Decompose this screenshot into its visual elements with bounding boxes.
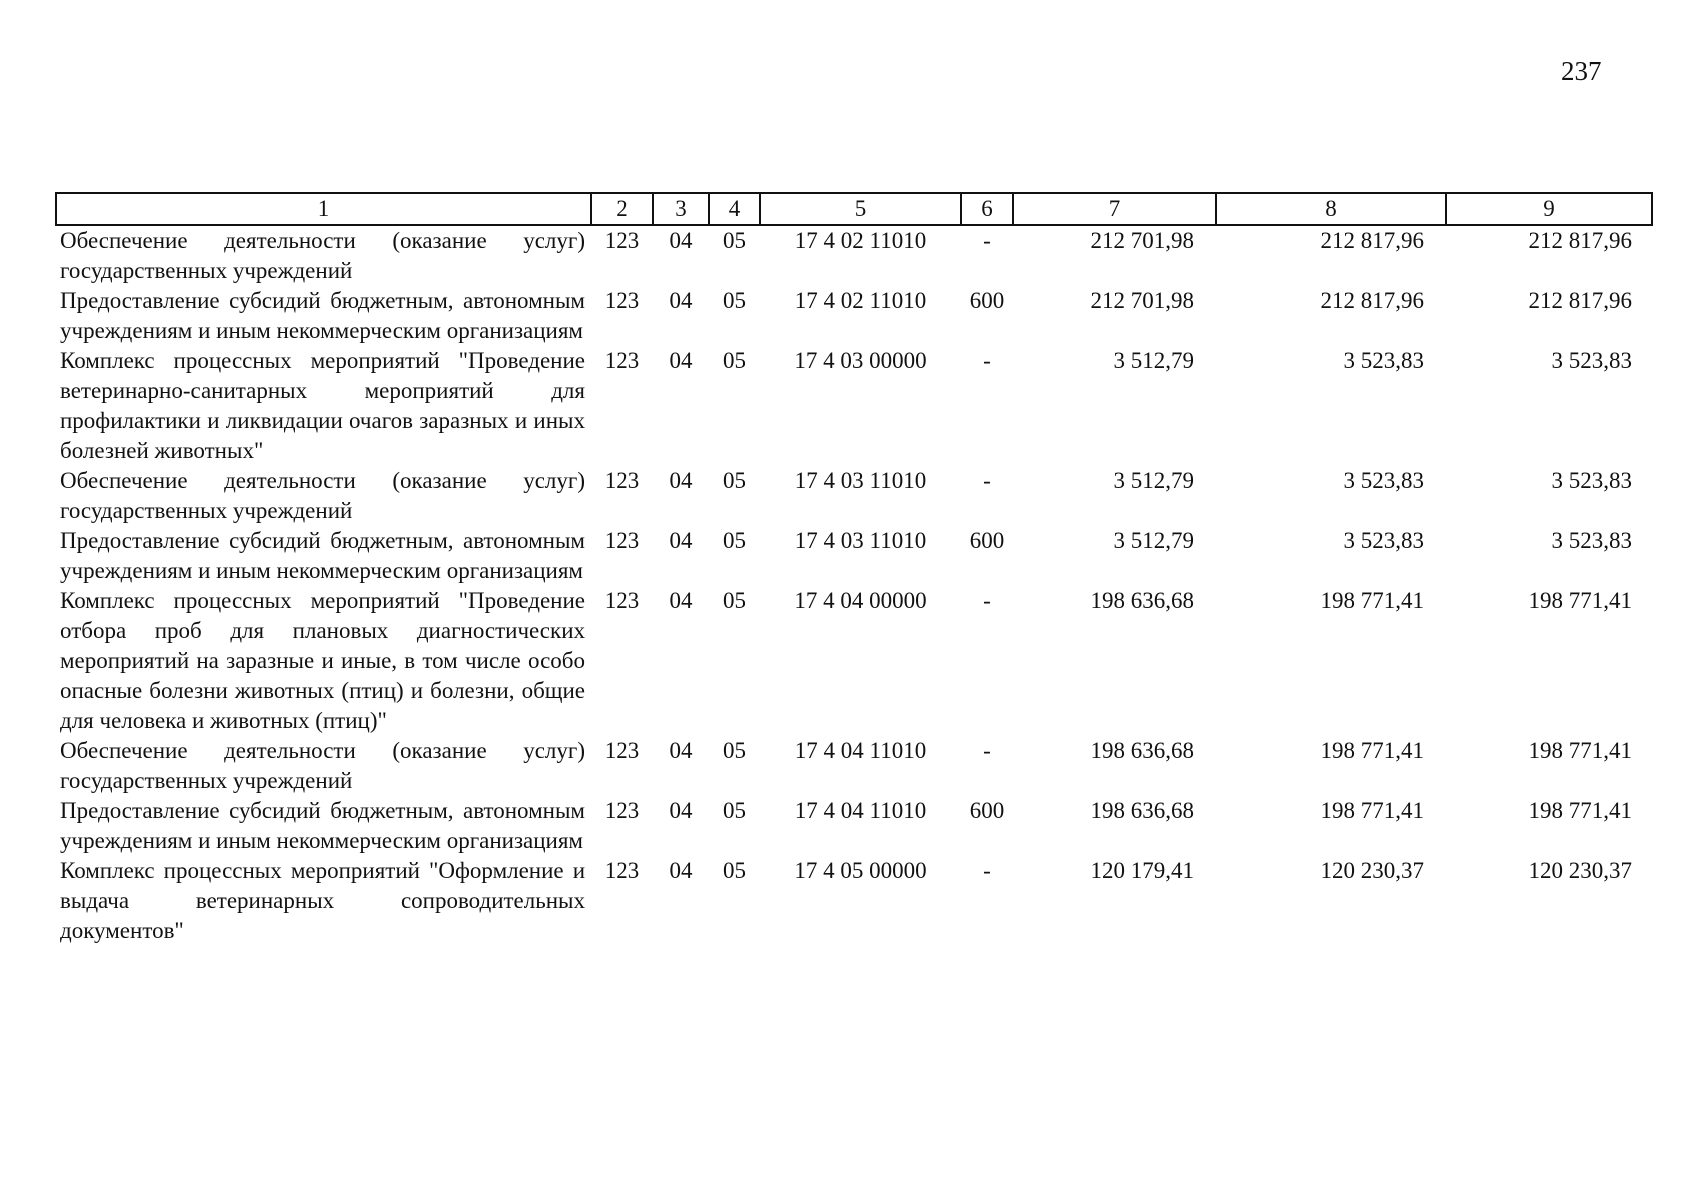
- row-code-3: 04: [669, 468, 693, 493]
- header-col-1: 1: [56, 193, 591, 225]
- row-amount-7: 198 636,68: [1090, 588, 1194, 613]
- row-code-3: 04: [669, 348, 693, 373]
- row-code-3: 04: [669, 588, 693, 613]
- row-code-5: 17 4 03 11010: [794, 528, 927, 553]
- row-amount-7: 212 701,98: [1090, 288, 1194, 313]
- header-col-5: 5: [760, 193, 961, 225]
- row-code-3: 04: [669, 528, 693, 553]
- row-code-2: 123: [604, 288, 640, 313]
- row-code-3: 04: [669, 858, 693, 883]
- row-code-6: 600: [969, 528, 1005, 553]
- header-row: [56, 193, 1652, 225]
- row-code-4: 05: [723, 348, 746, 373]
- row-code-2: 123: [604, 588, 640, 613]
- table-row: [56, 466, 1652, 526]
- table-row: [56, 586, 1652, 736]
- row-amount-9: 212 817,96: [1528, 288, 1632, 313]
- table-row: [56, 526, 1652, 586]
- row-amount-8: 212 817,96: [1320, 228, 1424, 253]
- table-row: [56, 736, 1652, 796]
- row-code-6: -: [983, 588, 991, 613]
- row-amount-8: 3 523,83: [1343, 528, 1424, 553]
- row-amount-8: 3 523,83: [1343, 468, 1424, 493]
- row-amount-8: 198 771,41: [1320, 588, 1424, 613]
- row-code-2: 123: [604, 468, 640, 493]
- header-col-4: 4: [709, 193, 760, 225]
- row-amount-9: 3 523,83: [1551, 468, 1632, 493]
- row-amount-7: 120 179,41: [1090, 858, 1194, 883]
- table-row: [56, 796, 1652, 856]
- row-amount-7: 198 636,68: [1090, 738, 1194, 763]
- row-code-2: 123: [604, 348, 640, 373]
- row-amount-7: 3 512,79: [1113, 348, 1194, 373]
- row-name: Комплекс процессных мероприятий "Оформление и выдача ветеринарных сопроводительных документов": [60, 858, 585, 943]
- row-name: Комплекс процессных мероприятий "Проведение отбора проб для плановых диагностических мероприятий на заразные и иные, в том числе особо опасные болезни животных (птиц) и болезни, общие для человека и животных (птиц)": [60, 588, 585, 733]
- row-code-4: 05: [723, 468, 746, 493]
- header-col-7: 7: [1013, 193, 1216, 225]
- row-name: Обеспечение деятельности (оказание услуг) государственных учреждений: [60, 468, 585, 523]
- row-name: Комплекс процессных мероприятий "Проведение ветеринарно-санитарных мероприятий для профилактики и ликвидации очагов заразных и иных болезней животных": [60, 348, 585, 463]
- row-name: Обеспечение деятельности (оказание услуг) государственных учреждений: [60, 228, 585, 283]
- row-code-5: 17 4 05 00000: [794, 858, 927, 883]
- row-amount-9: 198 771,41: [1528, 738, 1632, 763]
- row-code-4: 05: [723, 228, 746, 253]
- row-code-5: 17 4 02 11010: [794, 288, 927, 313]
- row-amount-8: 198 771,41: [1320, 798, 1424, 823]
- row-code-6: -: [983, 738, 991, 763]
- row-code-6: -: [983, 228, 991, 253]
- row-amount-8: 198 771,41: [1320, 738, 1424, 763]
- row-amount-9: 3 523,83: [1551, 348, 1632, 373]
- row-code-6: -: [983, 348, 991, 373]
- row-code-6: 600: [969, 288, 1005, 313]
- row-name: Предоставление субсидий бюджетным, автономным учреждениям и иным некоммерческим организациям: [60, 528, 585, 583]
- row-code-2: 123: [604, 858, 640, 883]
- row-amount-9: 3 523,83: [1551, 528, 1632, 553]
- row-name: Предоставление субсидий бюджетным, автономным учреждениям и иным некоммерческим организациям: [60, 798, 585, 853]
- header-col-3: 3: [653, 193, 709, 225]
- row-code-4: 05: [723, 288, 746, 313]
- row-code-6: 600: [969, 798, 1005, 823]
- row-amount-7: 3 512,79: [1113, 468, 1194, 493]
- row-code-2: 123: [604, 528, 640, 553]
- table-row: [56, 856, 1652, 946]
- row-name: Предоставление субсидий бюджетным, автономным учреждениям и иным некоммерческим организациям: [60, 288, 585, 343]
- row-amount-7: 3 512,79: [1113, 528, 1194, 553]
- row-code-3: 04: [669, 228, 693, 253]
- header-col-2: 2: [591, 193, 653, 225]
- row-amount-9: 198 771,41: [1528, 588, 1632, 613]
- row-amount-7: 212 701,98: [1090, 228, 1194, 253]
- table-row: [56, 286, 1652, 346]
- row-code-4: 05: [723, 738, 746, 763]
- row-code-4: 05: [723, 528, 746, 553]
- row-amount-9: 198 771,41: [1528, 798, 1632, 823]
- row-code-5: 17 4 04 11010: [794, 738, 927, 763]
- row-code-2: 123: [604, 798, 640, 823]
- row-code-5: 17 4 02 11010: [794, 228, 927, 253]
- row-amount-7: 198 636,68: [1090, 798, 1194, 823]
- row-code-5: 17 4 04 11010: [794, 798, 927, 823]
- row-code-4: 05: [723, 588, 746, 613]
- row-amount-8: 212 817,96: [1320, 288, 1424, 313]
- row-code-3: 04: [669, 738, 693, 763]
- header-col-6: 6: [961, 193, 1013, 225]
- row-code-6: -: [983, 468, 991, 493]
- row-code-4: 05: [723, 798, 746, 823]
- row-amount-8: 120 230,37: [1320, 858, 1424, 883]
- row-code-5: 17 4 04 00000: [794, 588, 927, 613]
- row-code-5: 17 4 03 11010: [794, 468, 927, 493]
- budget-table: [55, 192, 1653, 946]
- row-code-5: 17 4 03 00000: [794, 348, 927, 373]
- header-col-9: 9: [1446, 193, 1652, 225]
- row-code-3: 04: [669, 798, 693, 823]
- row-code-3: 04: [669, 288, 693, 313]
- row-amount-9: 212 817,96: [1528, 228, 1632, 253]
- table-row: [56, 346, 1652, 466]
- row-code-6: -: [983, 858, 991, 883]
- page-number: 237: [1561, 56, 1602, 86]
- row-name: Обеспечение деятельности (оказание услуг) государственных учреждений: [60, 738, 585, 793]
- row-amount-8: 3 523,83: [1343, 348, 1424, 373]
- table-row: [56, 225, 1652, 286]
- row-code-4: 05: [723, 858, 746, 883]
- row-code-2: 123: [604, 738, 640, 763]
- row-amount-9: 120 230,37: [1528, 858, 1632, 883]
- row-code-2: 123: [604, 228, 640, 253]
- header-col-8: 8: [1216, 193, 1446, 225]
